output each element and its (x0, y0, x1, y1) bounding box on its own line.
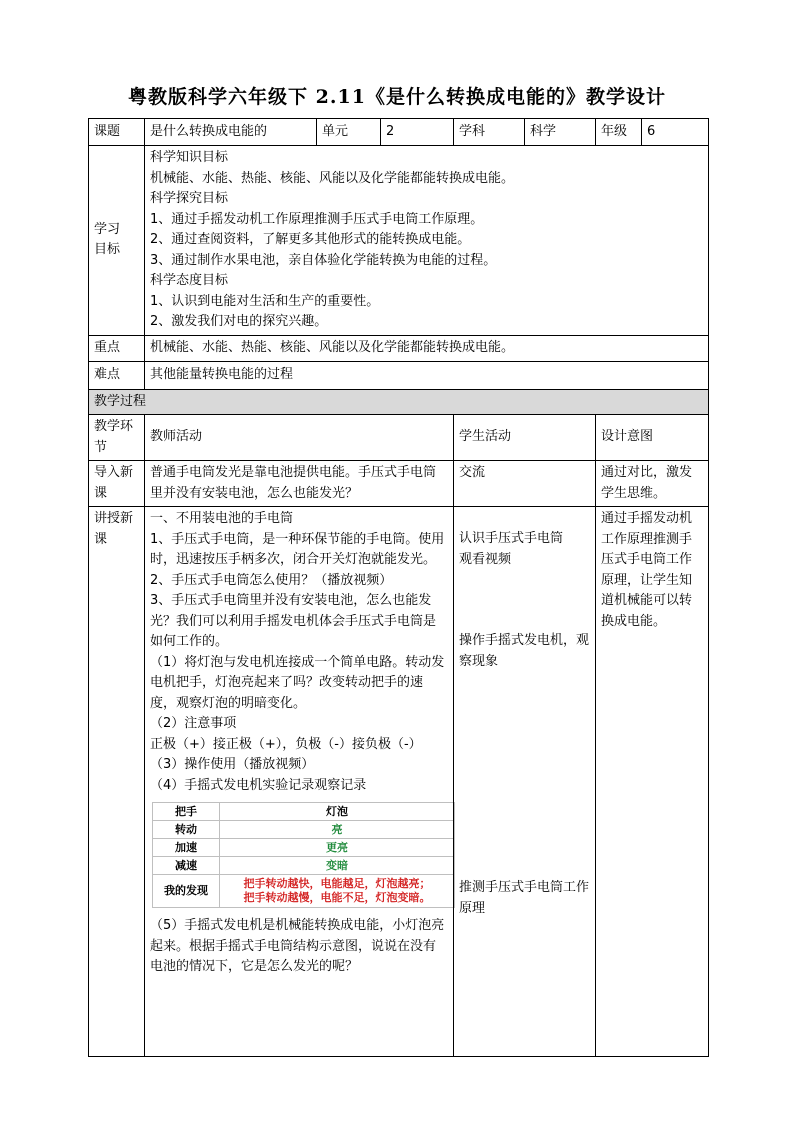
objectives-label: 学习 目标 (89, 146, 145, 336)
key-point-label: 重点 (89, 335, 145, 361)
header-row (89, 119, 709, 146)
objective-line: 科学知识目标 (150, 150, 229, 165)
process-columns-row (89, 415, 709, 461)
unit-value: 2 (381, 119, 454, 146)
objectives-content (145, 146, 709, 336)
objective-line: 2、激发我们对电的探究兴趣。 (150, 314, 328, 329)
student-activity: 认识手压式手电筒 (459, 531, 564, 546)
objective-line: 3、通过制作水果电池，亲自体验化学能转换为电能的过程。 (150, 252, 497, 268)
col-stage: 教学环节 (89, 415, 145, 461)
col-teacher: 教师活动 (145, 415, 454, 461)
col-student: 学生活动 (454, 415, 596, 461)
objective-line: 科学探究目标 (150, 191, 229, 206)
teacher-line: 正极（+）接正极（+），负极（-）接负极（-） (150, 736, 422, 752)
obs-row: 转动 亮 (153, 821, 455, 839)
obs-header-handle: 把手 (153, 803, 220, 821)
key-point-value: 机械能、水能、热能、核能、风能以及化学能都能转换成电能。 (145, 335, 709, 361)
process-header-row (89, 389, 709, 415)
subject-value: 科学 (525, 119, 596, 146)
page-title: 粤教版科学六年级下 2.11《是什么转换成电能的》教学设计 (128, 86, 666, 108)
grade-label: 年级 (596, 119, 642, 146)
student-activity: 操作手摇式发电机，观察现象 (459, 633, 590, 669)
process-section-label: 教学过程 (89, 389, 709, 415)
lesson-plan-table (88, 118, 709, 1057)
objectives-row (89, 146, 709, 336)
objective-line: 1、认识到电能对生活和生产的重要性。 (150, 293, 380, 309)
subject-label: 学科 (454, 119, 525, 146)
intro-stage: 导入新课 (89, 461, 145, 507)
objective-line: 1、通过手摇发动机工作原理推测手压式手电筒工作原理。 (150, 211, 484, 227)
intro-row (89, 461, 709, 507)
teacher-line: （3）操作使用（播放视频） (150, 757, 315, 772)
objective-line: 科学态度目标 (150, 273, 229, 288)
teacher-line: 一、不用装电池的手电筒 (150, 511, 294, 526)
teacher-line: （4）手摇式发电机实验记录观察记录 (150, 777, 367, 793)
intro-student: 交流 (454, 461, 596, 507)
obs-finding-text: 把手转动越快，电能越足，灯泡越亮； 把手转动越慢，电能不足，灯泡变暗。 (220, 875, 455, 908)
col-design: 设计意图 (596, 415, 709, 461)
student-activity: 观看视频 (459, 551, 512, 567)
student-activity: 推测手压式手电筒工作原理 (459, 880, 590, 916)
obs-header-bulb: 灯泡 (220, 803, 455, 821)
obs-finding-row (153, 875, 455, 908)
topic-value: 是什么转换成电能的 (145, 119, 317, 146)
unit-label: 单元 (317, 119, 381, 146)
grade-value: 6 (642, 119, 709, 146)
lesson-design: 通过手摇发动机工作原理推测手压式手电筒工作原理，让学生知道机械能可以转换成电能。 (596, 507, 709, 1057)
teacher-line: （2）注意事项 (150, 716, 237, 731)
key-point-row (89, 335, 709, 361)
obs-row: 加速 更亮 (153, 839, 455, 857)
lesson-student (454, 507, 596, 1057)
observation-table (152, 802, 455, 908)
lesson-teacher (145, 507, 454, 1057)
obs-finding-label: 我的发现 (153, 875, 220, 908)
intro-design: 通过对比，激发学生思维。 (596, 461, 709, 507)
teacher-line: 2、手压式手电筒怎么使用？（播放视频） (150, 572, 393, 588)
intro-teacher: 普通手电筒发光是靠电池提供电能。手压式手电筒里并没有安装电池，怎么也能发光？ (145, 461, 454, 507)
difficulty-row (89, 361, 709, 389)
lesson-row (89, 507, 709, 1057)
teacher-line: （5）手摇式发电机是机械能转换成电能，小灯泡亮起来。根据手摇式手电筒结构示意图，说说在没有电池的情况下，它是怎么发光的呢？ (150, 918, 445, 974)
teacher-line: 3、手压式手电筒里并没有安装电池，怎么也能发光？我们可以利用手摇发电机体会手压式手电筒是如何工作的。 (150, 593, 437, 649)
objective-line: 机械能、水能、热能、核能、风能以及化学能都能转换成电能。 (150, 170, 515, 186)
objective-line: 2、通过查阅资料，了解更多其他形式的能转换成电能。 (150, 232, 471, 247)
teacher-line: 1、手压式手电筒，是一种环保节能的手电筒。使用时，迅速按压手柄多次，闭合开关灯泡就能发光。 (150, 531, 445, 567)
topic-label: 课题 (89, 119, 145, 146)
difficulty-value: 其他能量转换电能的过程 (145, 361, 709, 389)
lesson-stage: 讲授新课 (89, 507, 145, 1057)
obs-row: 减速 变暗 (153, 857, 455, 875)
teacher-line: （1）将灯泡与发电机连接成一个简单电路。转动发电机把手，灯泡亮起来了吗？改变转动把手的速度，观察灯泡的明暗变化。 (150, 654, 445, 711)
difficulty-label: 难点 (89, 361, 145, 389)
